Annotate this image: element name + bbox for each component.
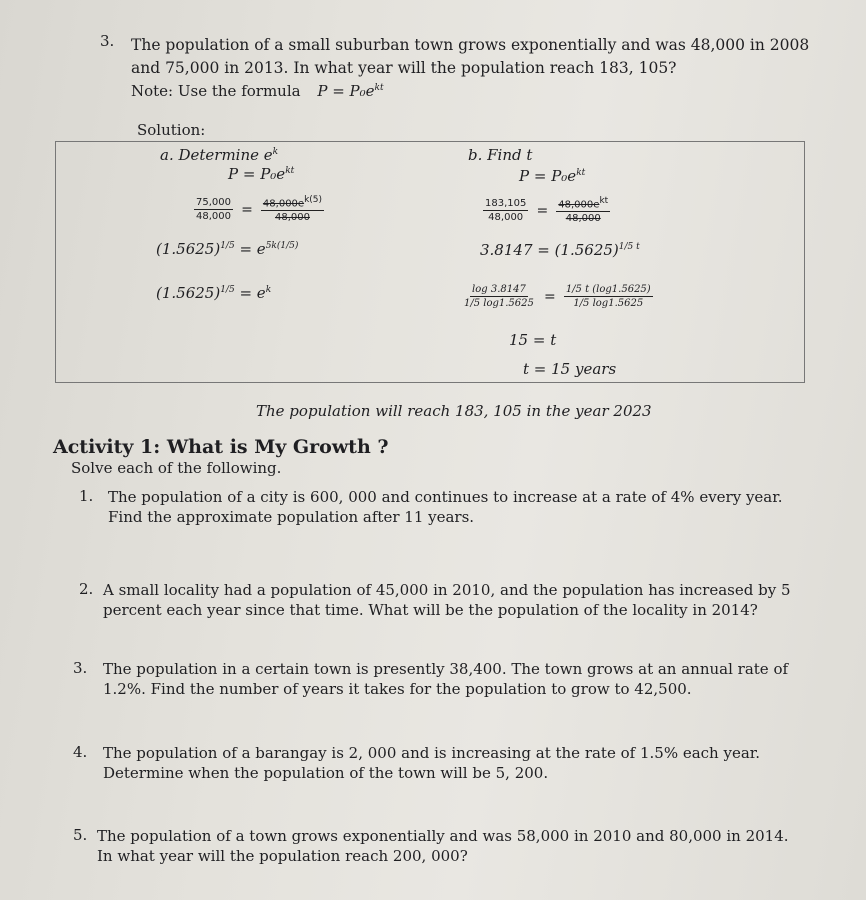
part-b-formula: $P = P_0e^{kt}$ [519,167,586,185]
activity-title: Activity 1: What is My Growth ? [53,436,389,458]
item-text: The population in a certain town is presently 38,400. The town grows at an annual rate of 1.2%. Find the number of years it takes for the population to grow to 42,500. [103,660,789,698]
activity-item-1 [79,487,799,527]
part-b-heading: b. Find t [468,146,533,164]
part-a-frac-right: $\frac{48,000e^{k(5)}}{48,000}$ [262,195,323,224]
part-b-frac-left: $\frac{183,105}{48,000}$ [485,197,527,223]
problem-number: 3. [100,32,115,50]
problem-line-1: The population of a small suburban town grows exponentially and was 48,000 in 2008 [131,36,810,54]
item-number: 4. [73,743,88,761]
problem-line-2: and 75,000 in 2013. In what year will the population reach 183, 105? [131,59,677,77]
part-a-eq3: $(1.5625)^{1/5} = e^{5k(1/5)}$ [156,240,299,258]
part-a-eq4: $(1.5625)^{1/5} = e^k$ [156,284,272,302]
activity-item-2 [79,580,799,620]
item-number: 2. [79,580,94,598]
part-b-log-equation: $\frac{\log 3.8147}{1/5 \log 1.5625}$ = $\frac{1/5 t (\log 1.5625)}{1/5 \log 1.5625}$ [464,284,651,309]
item-text: A small locality had a population of 45,000 in 2010, and the population has increased by 5 percent each year since that time. What will be the population of the locality in 2014? [103,581,791,619]
solution-label: Solution: [137,121,206,139]
part-b-fraction-equation: $\frac{183,105}{48,000}$ = $\frac{48,000e^{kt}}{48,000}$ [485,196,609,225]
item-number: 1. [79,487,94,505]
solution-box [55,141,805,383]
part-b-eq3: $3.8147 = (1.5625)^{1/5 t}$ [480,241,640,259]
formula-note [131,82,384,100]
item-number: 3. [73,659,88,677]
part-a-formula: $P = P_0e^{kt}$ [228,165,295,183]
item-text: The population of a town grows exponentially and was 58,000 in 2010 and 80,000 in 2014. In what year will the population reach 200, 000? [97,827,789,865]
item-number: 5. [73,826,88,844]
activity-item-3 [73,659,799,699]
part-b-eq6: t = 15 years [523,360,617,378]
part-b-log-frac-right: $\frac{1/5 t (\log 1.5625)}{1/5 \log 1.5625}$ [565,284,651,309]
item-text: The population of a city is 600, 000 and continues to increase at a rate of 4% every year. Find the approximate population after 11 years. [108,488,783,526]
part-b-eq5: 15 = t [509,331,557,349]
part-b-log-frac-left: $\frac{\log 3.8147}{1/5 \log 1.5625}$ [464,284,534,309]
note-label: Note: Use the formula [131,82,301,100]
activity-instruction: Solve each of the following. [71,459,282,477]
part-a-fraction-equation: $\frac{75,000}{48,000}$ = $\frac{48,000e^{k(5)}}{48,000}$ [196,195,323,224]
part-b-frac-right: $\frac{48,000e^{kt}}{48,000}$ [558,196,609,225]
item-text: The population of a barangay is 2, 000 and is increasing at the rate of 1.5% each year. Determine when the population of the town will be 5, 200. [103,744,761,782]
solution-conclusion: The population will reach 183, 105 in the year 2023 [256,402,652,420]
note-formula: $P = P_0e^{kt}$ [317,82,384,100]
part-a-heading: a. Determine $e^k$ [160,146,279,164]
activity-item-4 [73,743,799,783]
activity-item-5 [73,826,799,866]
part-a-frac-left: $\frac{75,000}{48,000}$ [196,196,231,222]
